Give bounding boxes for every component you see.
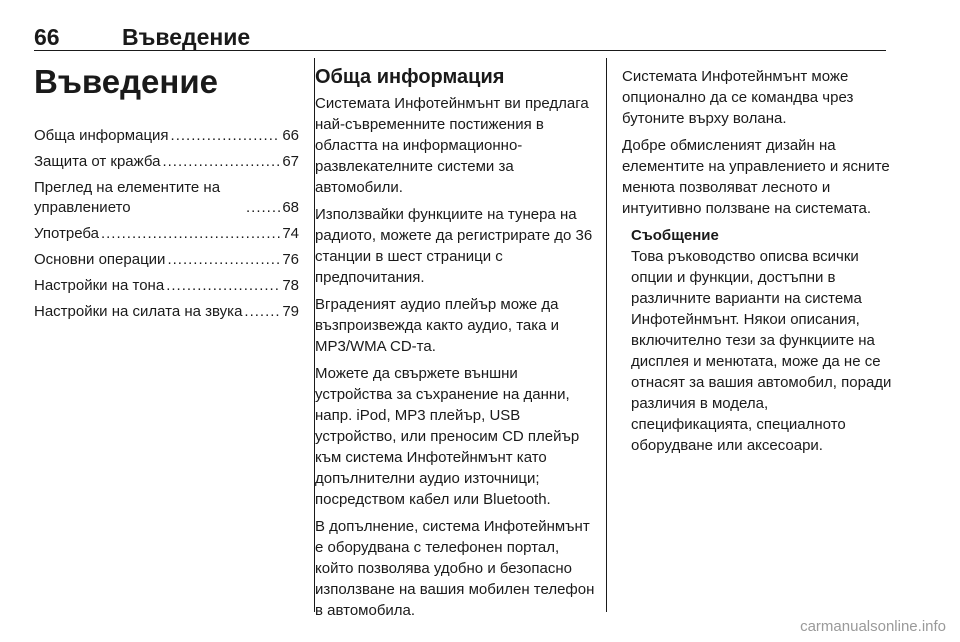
- toc-entry-label: Обща информация: [34, 127, 169, 144]
- chapter-title: Въведение: [34, 63, 218, 100]
- toc-entry[interactable]: [34, 126, 299, 146]
- toc-entry[interactable]: [34, 250, 299, 270]
- watermark: carmanualsonline.info: [800, 618, 946, 635]
- toc-entry-label: Основни операции: [34, 251, 166, 268]
- toc-entry-page: 67: [282, 153, 299, 170]
- toc-entry-page: 66: [282, 127, 299, 144]
- toc-leader-dots: [244, 302, 280, 322]
- toc-entry-label: Настройки на тона: [34, 277, 165, 294]
- toc-leader-dots: [246, 198, 280, 218]
- toc-leader-dots: [167, 250, 280, 270]
- paragraph: Системата Инфотейнмънт може опционално да се командва чрез бутоните върху волана.: [622, 68, 854, 127]
- paragraph: Системата Инфотейнмънт ви предлага най-съвременните постижения в областта на информационно-развлекателните системи за автомобили.: [315, 95, 589, 196]
- toc-entry-page: 68: [282, 199, 299, 216]
- toc-leader-dots: [101, 224, 280, 244]
- toc-leader-dots: [171, 126, 281, 146]
- note-title: Съобщение: [631, 227, 719, 244]
- toc-entry-label: Употреба: [34, 225, 99, 242]
- toc-entry[interactable]: [34, 224, 299, 244]
- toc-leader-dots: [166, 276, 280, 296]
- toc-entry-label: Преглед на елементите на управлението: [34, 179, 221, 216]
- section-title: Обща информация: [315, 66, 505, 88]
- note-box: [622, 225, 892, 456]
- toc-entry-page: 79: [282, 303, 299, 320]
- header-divider: [34, 50, 886, 51]
- content-column-1: [315, 58, 595, 627]
- note-text: Това ръководство описва всички опции и функции, достъпни в различните варианти на система Инфотейнмънт. Някои описания, включително тези за функциите на дисплея и менютата, може да не се отнасят за вашия автомобил, поради различия в модела, спецификацията, специалното оборудване или аксесоари.: [631, 248, 892, 454]
- toc-entry[interactable]: [34, 302, 299, 322]
- toc-entry[interactable]: [34, 152, 299, 172]
- toc-entry[interactable]: [34, 276, 299, 296]
- toc-list: [34, 126, 299, 322]
- paragraph: В допълнение, система Инфотейнмънт е оборудвана с телефонен портал, който позволява удобно и безопасно използване на вашия мобилен телефон в автомобила.: [315, 518, 595, 619]
- paragraph: Вграденият аудио плейър може да възпроизвежда както аудио, така и MP3/WMA CD-та.: [315, 296, 560, 355]
- column-divider-2: [606, 58, 607, 612]
- toc-entry-page: 74: [282, 225, 299, 242]
- paragraph: Добре обмисленият дизайн на елементите на управлението и ясните менюта позволяват лесното и интуитивно ползване на системата.: [622, 137, 890, 217]
- toc-leader-dots: [162, 152, 280, 172]
- running-title: Въведение: [122, 24, 251, 50]
- toc-column: [34, 58, 299, 328]
- toc-entry-page: 78: [282, 277, 299, 294]
- toc-entry-label: Защита от кражба: [34, 153, 161, 170]
- page-header: [34, 24, 886, 50]
- content-column-2: [622, 58, 892, 456]
- paragraph: Използвайки функциите на тунера на радиото, можете да регистрирате до 36 станции в шест страници с предпочитания.: [315, 206, 593, 286]
- paragraph: Можете да свържете външни устройства за съхранение на данни, напр. iPod, MP3 плейър, USB устройство, или преносим CD плейър към система Инфотейнмънт като допълнителни аудио източници; посредством кабел или Bluetooth.: [315, 365, 580, 508]
- toc-entry[interactable]: [34, 178, 299, 218]
- toc-entry-page: 76: [282, 251, 299, 268]
- toc-entry-label: Настройки на силата на звука: [34, 303, 243, 320]
- page-number: 66: [34, 24, 60, 50]
